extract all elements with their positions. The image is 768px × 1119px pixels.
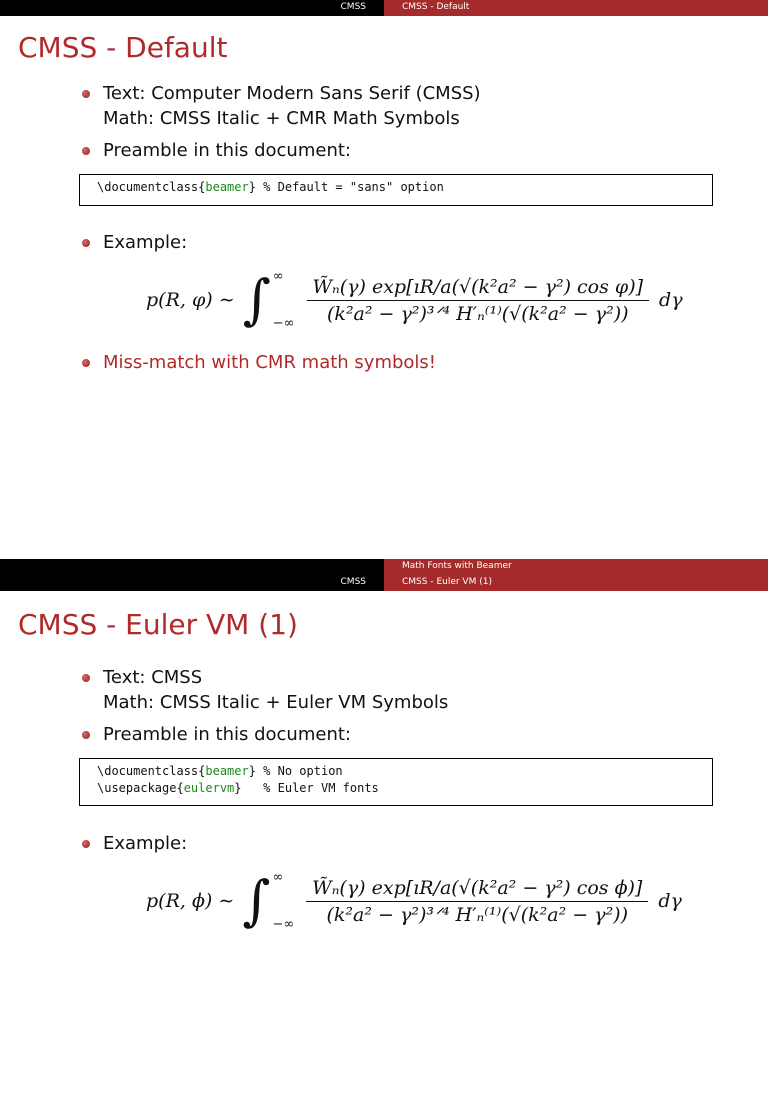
bullet-line-math-font: Math: CMSS Italic + CMR Math Symbols	[103, 108, 460, 129]
bullet-icon	[82, 840, 90, 848]
formula-numerator: W̃ₙ(γ) exp[ıR/a(√(k²a² − γ²) cos φ)]	[312, 275, 644, 298]
integral-upper-limit: ∞	[272, 870, 284, 885]
bullet-text-example: Example:	[103, 833, 188, 854]
header-bar	[0, 559, 768, 591]
code-text: \documentclass{	[97, 764, 206, 778]
code-block	[79, 174, 713, 206]
formula-lhs: p(R, ϕ) ∼	[146, 890, 235, 912]
bullet-icon	[82, 359, 90, 367]
integral-limits	[273, 269, 295, 331]
bullet-text-preamble: Preamble in this document:	[103, 140, 351, 161]
formula-numerator: W̃ₙ(γ) exp[ıR/a(√(k²a² − γ²) cos ϕ)]	[312, 876, 643, 899]
bullet-line-text-font: Text: CMSS	[103, 667, 203, 688]
integral-sign: ∫	[242, 268, 271, 331]
formula-fraction	[307, 274, 650, 327]
code-keyword: beamer	[205, 764, 249, 778]
formula-differential: dγ	[658, 890, 682, 912]
bullet-text-preamble: Preamble in this document:	[103, 724, 351, 745]
header-subsection-label[interactable]: CMSS - Default	[402, 2, 470, 12]
code-text: } % Euler VM fonts	[234, 781, 379, 795]
integral-limits	[272, 870, 294, 932]
bullet-icon	[82, 239, 90, 247]
math-formula	[146, 258, 683, 342]
bullet-text-example: Example:	[103, 232, 188, 253]
header-section-label[interactable]: CMSS	[340, 577, 366, 587]
integral-upper-limit: ∞	[272, 269, 284, 284]
code-text: } % Default = "sans" option	[248, 180, 444, 194]
header-section-area	[0, 0, 384, 16]
math-formula	[146, 859, 682, 943]
formula-fraction	[306, 875, 648, 928]
bullet-line-text-font: Text: Computer Modern Sans Serif (CMSS)	[103, 83, 481, 104]
formula-denominator: (k²a² − γ²)³ᐟ⁴ H′ₙ⁽¹⁾(√(k²a² − γ²))	[327, 302, 629, 325]
frame-title: CMSS - Default	[18, 31, 228, 64]
code-keyword: eulervm	[183, 781, 235, 795]
header-section-area	[0, 559, 384, 591]
bullet-text-fonts	[103, 81, 481, 131]
formula-differential: dγ	[659, 289, 683, 311]
formula-denominator: (k²a² − γ²)³ᐟ⁴ H′ₙ⁽¹⁾(√(k²a² − γ²))	[326, 903, 629, 926]
slide-cmss-euler-vm	[0, 559, 768, 1119]
integral-lower-limit: −∞	[272, 917, 295, 932]
bullet-icon	[82, 90, 90, 98]
bullet-icon	[82, 674, 90, 682]
bullet-line-math-font: Math: CMSS Italic + Euler VM Symbols	[103, 692, 449, 713]
bullet-icon	[82, 731, 90, 739]
code-text: \usepackage{	[97, 781, 184, 795]
header-section-label[interactable]: CMSS	[340, 2, 366, 12]
bullet-icon	[82, 147, 90, 155]
header-presentation-title[interactable]: Math Fonts with Beamer	[402, 561, 512, 571]
frame-title: CMSS - Euler VM (1)	[18, 608, 298, 641]
header-subsection-label[interactable]: CMSS - Euler VM (1)	[402, 577, 492, 587]
code-keyword: beamer	[205, 180, 249, 194]
bullet-text-warning: Miss-match with CMR math symbols!	[103, 352, 437, 373]
integral-lower-limit: −∞	[272, 316, 295, 331]
code-text: } % No option	[248, 764, 343, 778]
integral-sign: ∫	[242, 869, 271, 932]
code-block	[79, 758, 713, 806]
bullet-text-fonts	[103, 665, 448, 715]
header-bar	[0, 0, 768, 16]
code-text: \documentclass{	[97, 180, 206, 194]
formula-lhs: p(R, φ) ∼	[146, 289, 235, 311]
